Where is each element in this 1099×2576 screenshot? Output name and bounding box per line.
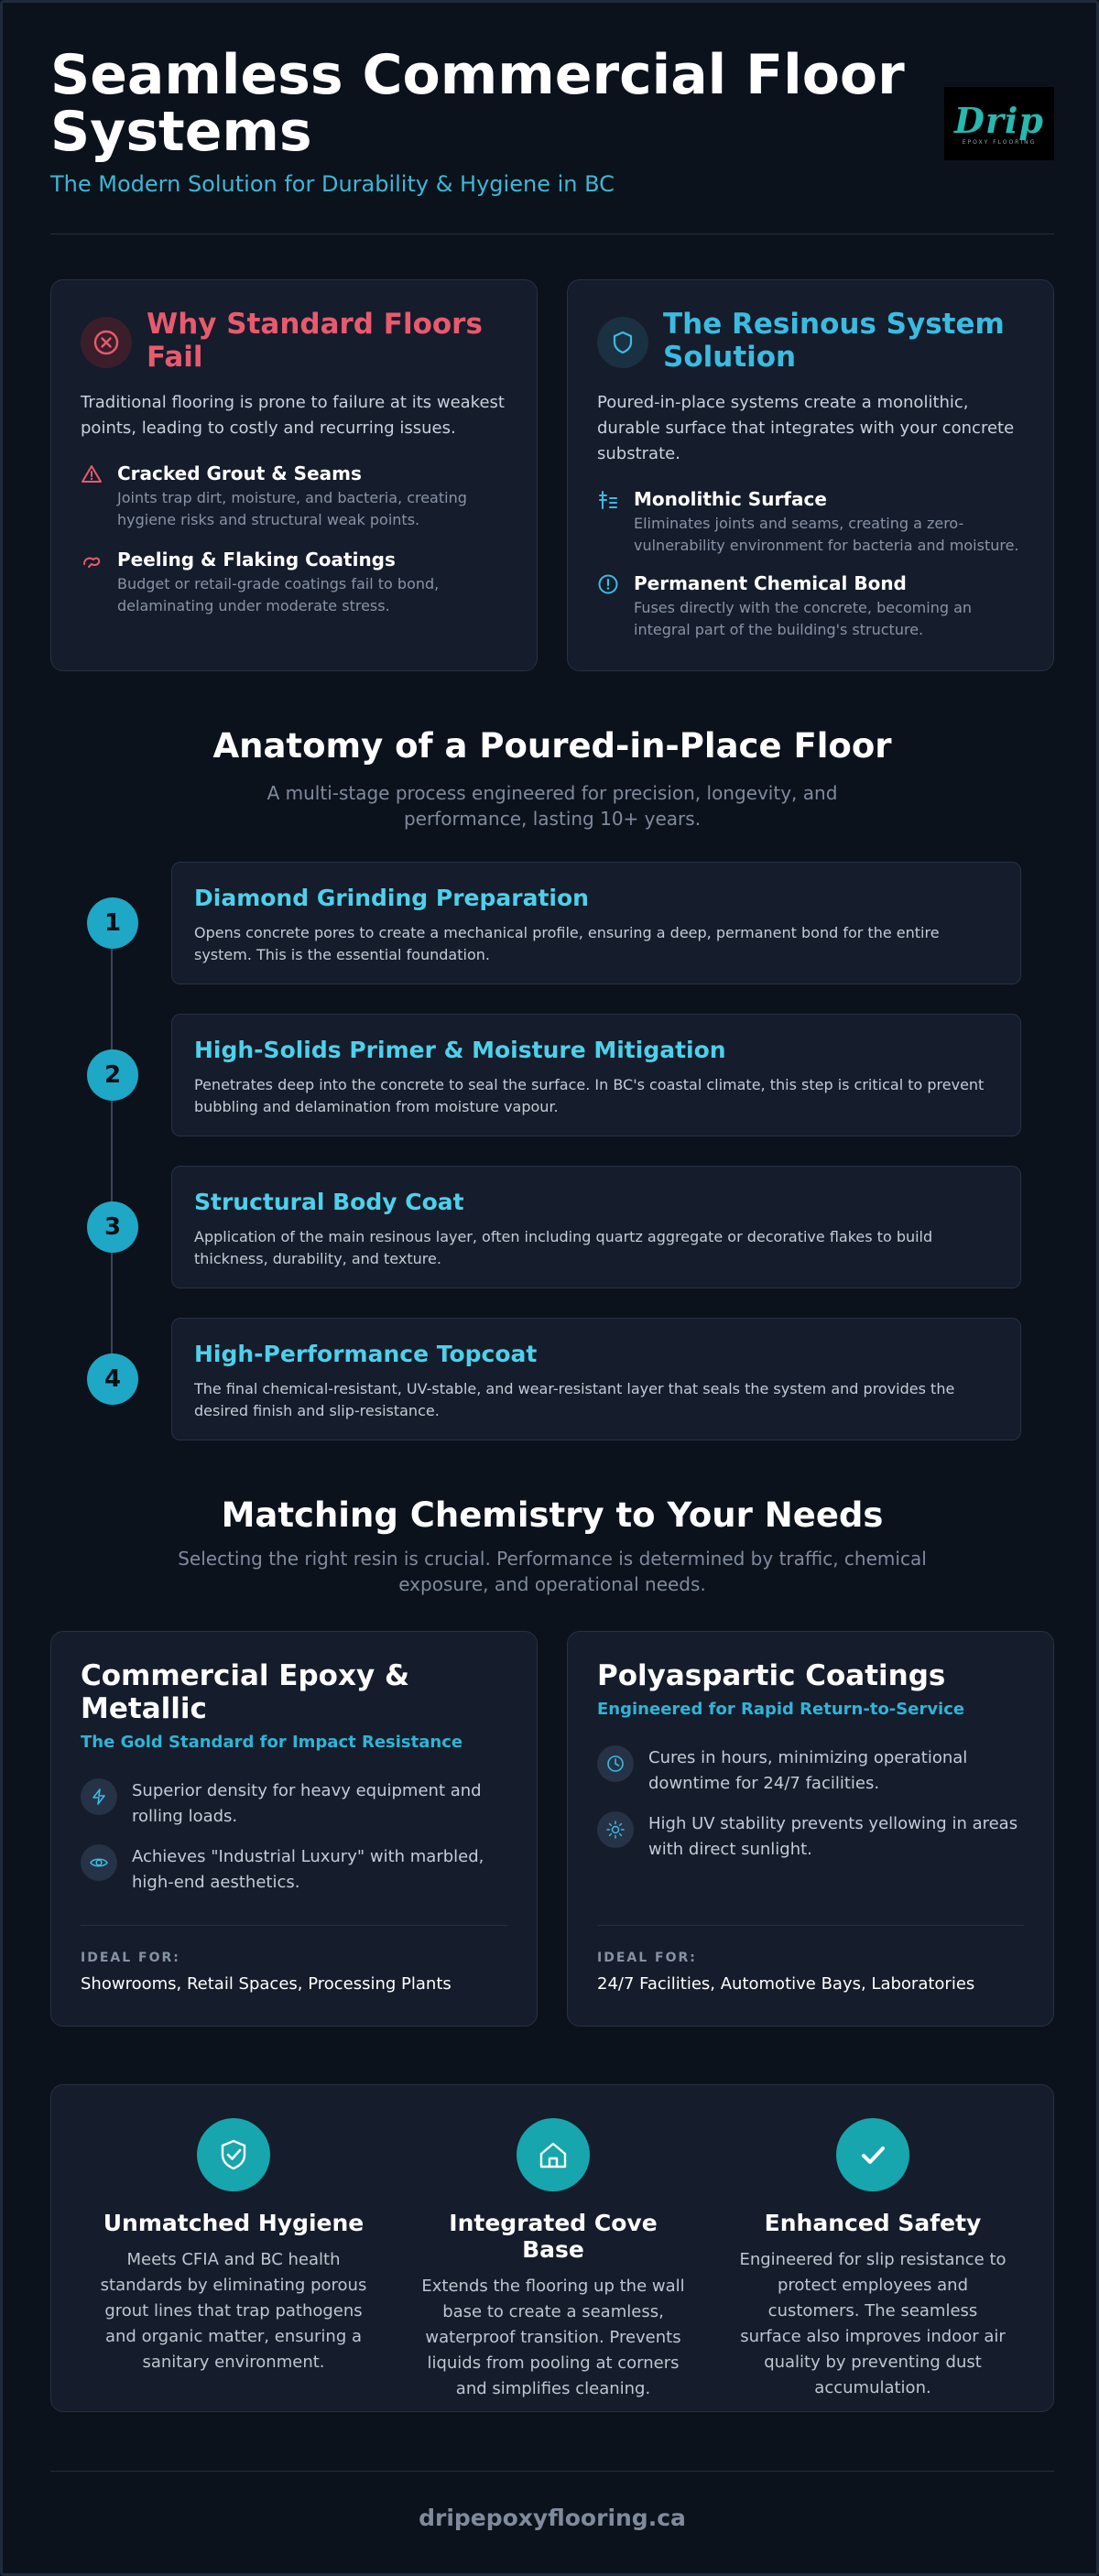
problem-card-title: Why Standard Floors Fail	[147, 308, 483, 374]
solution-card-header	[597, 308, 1053, 374]
alert-circle-icon	[597, 573, 623, 641]
benefit-text: Meets CFIA and BC health standards by eliminating porous grout lines that trap pathogens and organic matter, ensuring a sanitary environment.	[100, 2250, 367, 2372]
polyaspartic-card	[567, 1631, 1054, 2027]
step-title: High-Solids Primer & Moisture Mitigation	[194, 1037, 726, 1063]
layers-icon	[597, 489, 623, 557]
chem-card-tagline: Engineered for Rapid Return-to-Service	[597, 1700, 965, 1719]
feature-item	[81, 548, 507, 617]
feature-text: Joints trap dirt, moisture, and bacteria, creating hygiene risks and structural weak points.	[117, 489, 467, 528]
checkmark-icon	[836, 2118, 909, 2191]
step-number: 3	[87, 1201, 138, 1253]
step-title: Structural Body Coat	[194, 1189, 464, 1215]
chem-card-title: Commercial Epoxy & Metallic	[81, 1659, 409, 1725]
step-card	[171, 1166, 1021, 1288]
shield-icon	[597, 317, 648, 368]
problem-card-header	[81, 308, 537, 374]
ideal-for-label: IDEAL FOR:	[81, 1951, 180, 1965]
footer	[50, 2471, 1054, 2531]
benefit-title: Unmatched Hygiene	[103, 2210, 365, 2236]
benefit-item	[735, 2118, 1010, 2401]
benefit-item	[96, 2118, 371, 2375]
chem-item-text: High UV stability prevents yellowing in areas with direct sunlight.	[648, 1814, 1018, 1859]
website-link[interactable]: dripepoxyflooring.ca	[419, 2505, 686, 2531]
anatomy-heading	[94, 726, 1010, 831]
feature-title: Peeling & Flaking Coatings	[117, 549, 396, 571]
timeline-line	[111, 918, 113, 1395]
feature-text: Eliminates joints and seams, creating a zero-vulnerability environment for bacteria and moisture.	[634, 515, 1019, 554]
brand-logo	[944, 87, 1054, 160]
epoxy-card	[50, 1631, 538, 2027]
page-title: Seamless Commercial Floor Systems	[50, 43, 905, 164]
feature-item	[81, 462, 507, 531]
chem-item-text: Achieves "Industrial Luxury" with marbled, high-end aesthetics.	[132, 1847, 484, 1892]
feature-title: Permanent Chemical Bond	[634, 572, 907, 594]
feature-title: Monolithic Surface	[634, 488, 827, 510]
warning-icon	[81, 463, 106, 531]
benefit-item	[416, 2118, 691, 2402]
divider	[81, 1925, 507, 1926]
feature-title: Cracked Grout & Seams	[117, 462, 362, 484]
step-title: High-Performance Topcoat	[194, 1341, 538, 1367]
ideal-for-value: 24/7 Facilities, Automotive Bays, Laboratories	[597, 1974, 975, 1994]
divider	[597, 1925, 1024, 1926]
page-subtitle: The Modern Solution for Durability & Hygiene in BC	[50, 171, 615, 197]
chem-item-text: Cures in hours, minimizing operational downtime for 24/7 facilities.	[648, 1748, 968, 1793]
section-subtitle: A multi-stage process engineered for precision, longevity, and performance, lasting 10+ years.	[267, 782, 838, 830]
step-text: Penetrates deep into the concrete to seal the surface. In BC's coastal climate, this step is critical to prevent bubbling and delamination from moisture vapour.	[194, 1076, 985, 1115]
feature-item	[597, 487, 1024, 557]
step-number: 4	[87, 1353, 138, 1405]
solution-card-description: Poured-in-place systems create a monolithic, durable surface that integrates with your concrete substrate.	[597, 393, 1015, 463]
step-title: Diamond Grinding Preparation	[194, 885, 589, 911]
ideal-for-value: Showrooms, Retail Spaces, Processing Plants	[81, 1974, 452, 1994]
chemistry-heading	[94, 1495, 1010, 1597]
logo-tagline: EPOXY FLOORING	[962, 138, 1037, 146]
benefit-title: Enhanced Safety	[764, 2210, 982, 2236]
sun-icon	[597, 1811, 634, 1848]
benefit-text: Extends the flooring up the wall base to create a seamless, waterproof transition. Prevents liquids from pooling at corners and simplifies cleaning.	[421, 2277, 685, 2398]
feature-text: Fuses directly with the concrete, becoming an integral part of the building's structure.	[634, 599, 973, 638]
solution-card	[567, 279, 1054, 671]
lightning-icon	[81, 1778, 117, 1815]
chem-item	[597, 1745, 1024, 1797]
peel-icon	[81, 549, 106, 617]
shield-check-icon	[197, 2118, 270, 2191]
step-card	[171, 862, 1021, 984]
section-title: Anatomy of a Poured-in-Place Floor	[212, 726, 892, 766]
step-card	[171, 1014, 1021, 1136]
section-subtitle: Selecting the right resin is crucial. Performance is determined by traffic, chemical exposure, and operational needs.	[178, 1548, 927, 1595]
home-icon	[517, 2118, 590, 2191]
x-circle-icon	[81, 317, 132, 368]
chem-item-text: Superior density for heavy equipment and rolling loads.	[132, 1781, 482, 1826]
feature-text: Budget or retail-grade coatings fail to bond, delaminating under moderate stress.	[117, 575, 440, 614]
step-text: Application of the main resinous layer, often including quartz aggregate or decorative flakes to build thickness, durability, and texture.	[194, 1228, 933, 1267]
step-number: 2	[87, 1049, 138, 1101]
eye-icon	[81, 1844, 117, 1881]
chem-item	[81, 1778, 507, 1830]
ideal-for-label: IDEAL FOR:	[597, 1951, 697, 1965]
problem-card-description: Traditional flooring is prone to failure at its weakest points, leading to costly and recurring issues.	[81, 393, 505, 438]
chem-card-tagline: The Gold Standard for Impact Resistance	[81, 1733, 463, 1752]
step-text: The final chemical-resistant, UV-stable, and wear-resistant layer that seals the system and provides the desired finish and slip-resistance.	[194, 1380, 955, 1419]
benefit-text: Engineered for slip resistance to protect employees and customers. The seamless surface also improves indoor air quality by preventing dust accumulation.	[739, 2250, 1007, 2397]
solution-card-title: The Resinous System Solution	[663, 308, 1005, 374]
chem-card-title: Polyaspartic Coatings	[597, 1659, 946, 1692]
section-title: Matching Chemistry to Your Needs	[221, 1495, 884, 1535]
benefit-title: Integrated Cove Base	[449, 2210, 658, 2263]
step-card	[171, 1318, 1021, 1440]
step-text: Opens concrete pores to create a mechanical profile, ensuring a deep, permanent bond for the entire system. This is the essential foundation.	[194, 924, 940, 963]
feature-item	[597, 571, 1024, 641]
chem-item	[597, 1811, 1024, 1863]
step-number: 1	[87, 897, 138, 949]
chem-item	[81, 1844, 507, 1896]
problem-card	[50, 279, 538, 671]
clock-icon	[597, 1745, 634, 1782]
logo-wordmark: Drip	[954, 99, 1044, 141]
benefits-panel	[50, 2084, 1054, 2412]
header	[50, 43, 1054, 234]
